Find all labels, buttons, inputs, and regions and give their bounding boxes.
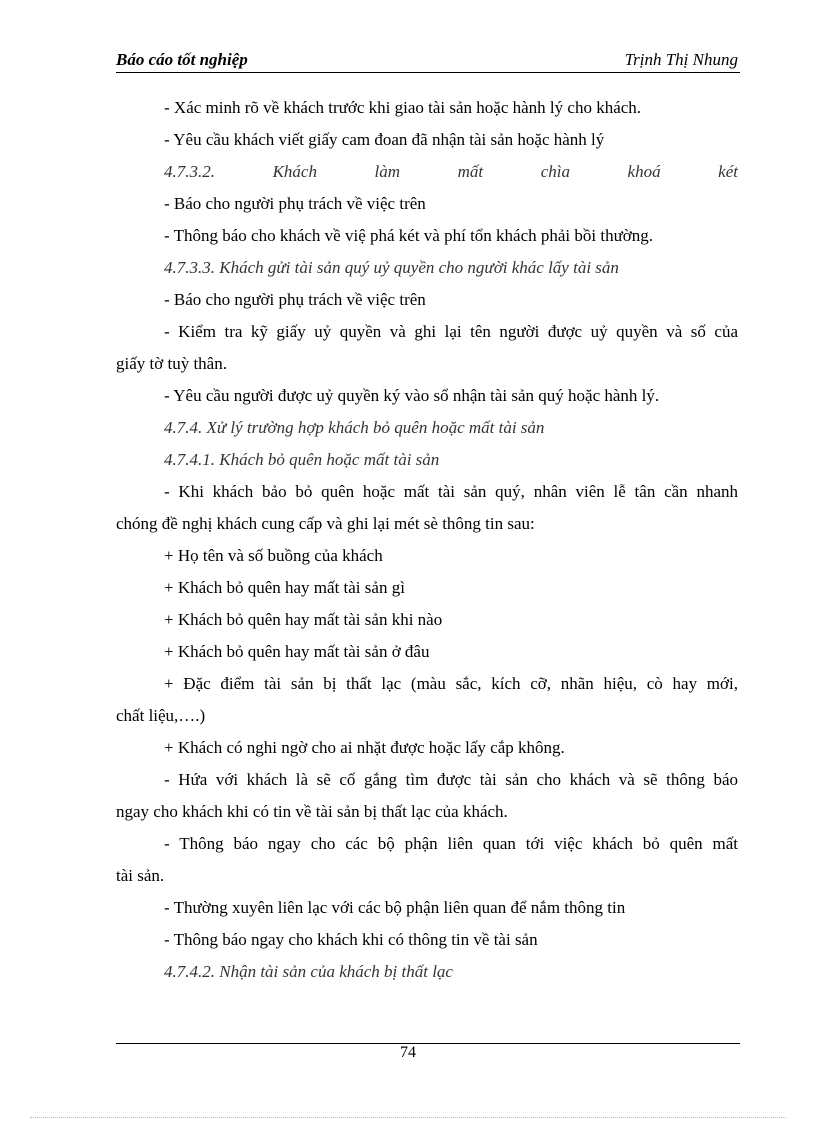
paragraph-line: chóng đề nghị khách cung cấp và ghi lại mét sè thông tin sau:	[116, 514, 535, 533]
paragraph-line: - Thông báo cho khách về việ phá két và phí tổn khách phải bồi thường.	[164, 226, 654, 245]
list-item: + Khách bỏ quên hay mất tài sản khi nào	[164, 610, 443, 629]
section-heading: 4.7.3.3. Khách gửi tài sản quý uỷ quyền cho người khác lấy tài sản	[164, 258, 619, 277]
paragraph-line: chất liệu,….)	[116, 706, 206, 725]
page-number: 74	[400, 1044, 416, 1061]
list-item: + Khách bỏ quên hay mất tài sản ở đâu	[164, 642, 430, 661]
paragraph-line: - Báo cho người phụ trách về việc trên	[164, 290, 426, 309]
section-heading: 4.7.3.2. Khách làm mất chìa khoá két	[164, 162, 738, 181]
paragraph-line: - Yêu cầu khách viết giấy cam đoan đã nhận tài sản hoặc hành lý	[164, 130, 605, 149]
paragraph-line: - Khi khách bảo bỏ quên hoặc mất tài sản quý, nhân viên lễ tân cần nhanh	[164, 482, 738, 501]
header-author: Trịnh Thị Nhung	[624, 50, 738, 69]
section-heading: 4.7.4.2. Nhận tài sản của khách bị thất lạc	[164, 962, 453, 981]
paragraph-line: - Thông báo ngay cho khách khi có thông tin về tài sản	[164, 930, 538, 949]
list-item: + Khách có nghi ngờ cho ai nhặt được hoặc lấy cắp không.	[164, 738, 565, 757]
paragraph-line: - Thường xuyên liên lạc với các bộ phận liên quan để nắm thông tin	[164, 898, 626, 917]
paragraph-line: - Xác minh rõ về khách trước khi giao tài sản hoặc hành lý cho khách.	[164, 98, 642, 117]
paragraph-line: - Báo cho người phụ trách về việc trên	[164, 194, 426, 213]
page-edge-dotted-line	[30, 1117, 786, 1118]
paragraph-line: ngay cho khách khi có tin về tài sản bị thất lạc của khách.	[116, 802, 508, 821]
section-heading: 4.7.4. Xử lý trường hợp khách bỏ quên hoặc mất tài sản	[164, 418, 545, 437]
paragraph-line: - Yêu cầu người được uỷ quyền ký vào sổ nhận tài sản quý hoặc hành lý.	[164, 386, 660, 405]
paragraph-line: tài sản.	[116, 866, 165, 885]
document-body	[116, 92, 738, 988]
paragraph-line: - Kiểm tra kỹ giấy uỷ quyền và ghi lại tên người được uỷ quyền và số của	[164, 322, 738, 341]
page-header	[116, 46, 740, 73]
paragraph-line: giấy tờ tuỳ thân.	[116, 354, 227, 373]
list-item: + Khách bỏ quên hay mất tài sản gì	[164, 578, 405, 597]
list-item: + Họ tên và số buồng của khách	[164, 546, 383, 565]
paragraph-line: - Hứa với khách là sẽ cố gắng tìm được tài sản cho khách và sẽ thông báo	[164, 770, 738, 789]
section-heading: 4.7.4.1. Khách bỏ quên hoặc mất tài sản	[164, 450, 440, 469]
paragraph-line: - Thông báo ngay cho các bộ phận liên quan tới việc khách bỏ quên mất	[164, 834, 738, 853]
list-item: + Đặc điểm tài sản bị thất lạc (màu sắc, kích cỡ, nhãn hiệu, cò hay mới,	[164, 674, 738, 693]
header-title: Báo cáo tốt nghiệp	[116, 50, 248, 69]
